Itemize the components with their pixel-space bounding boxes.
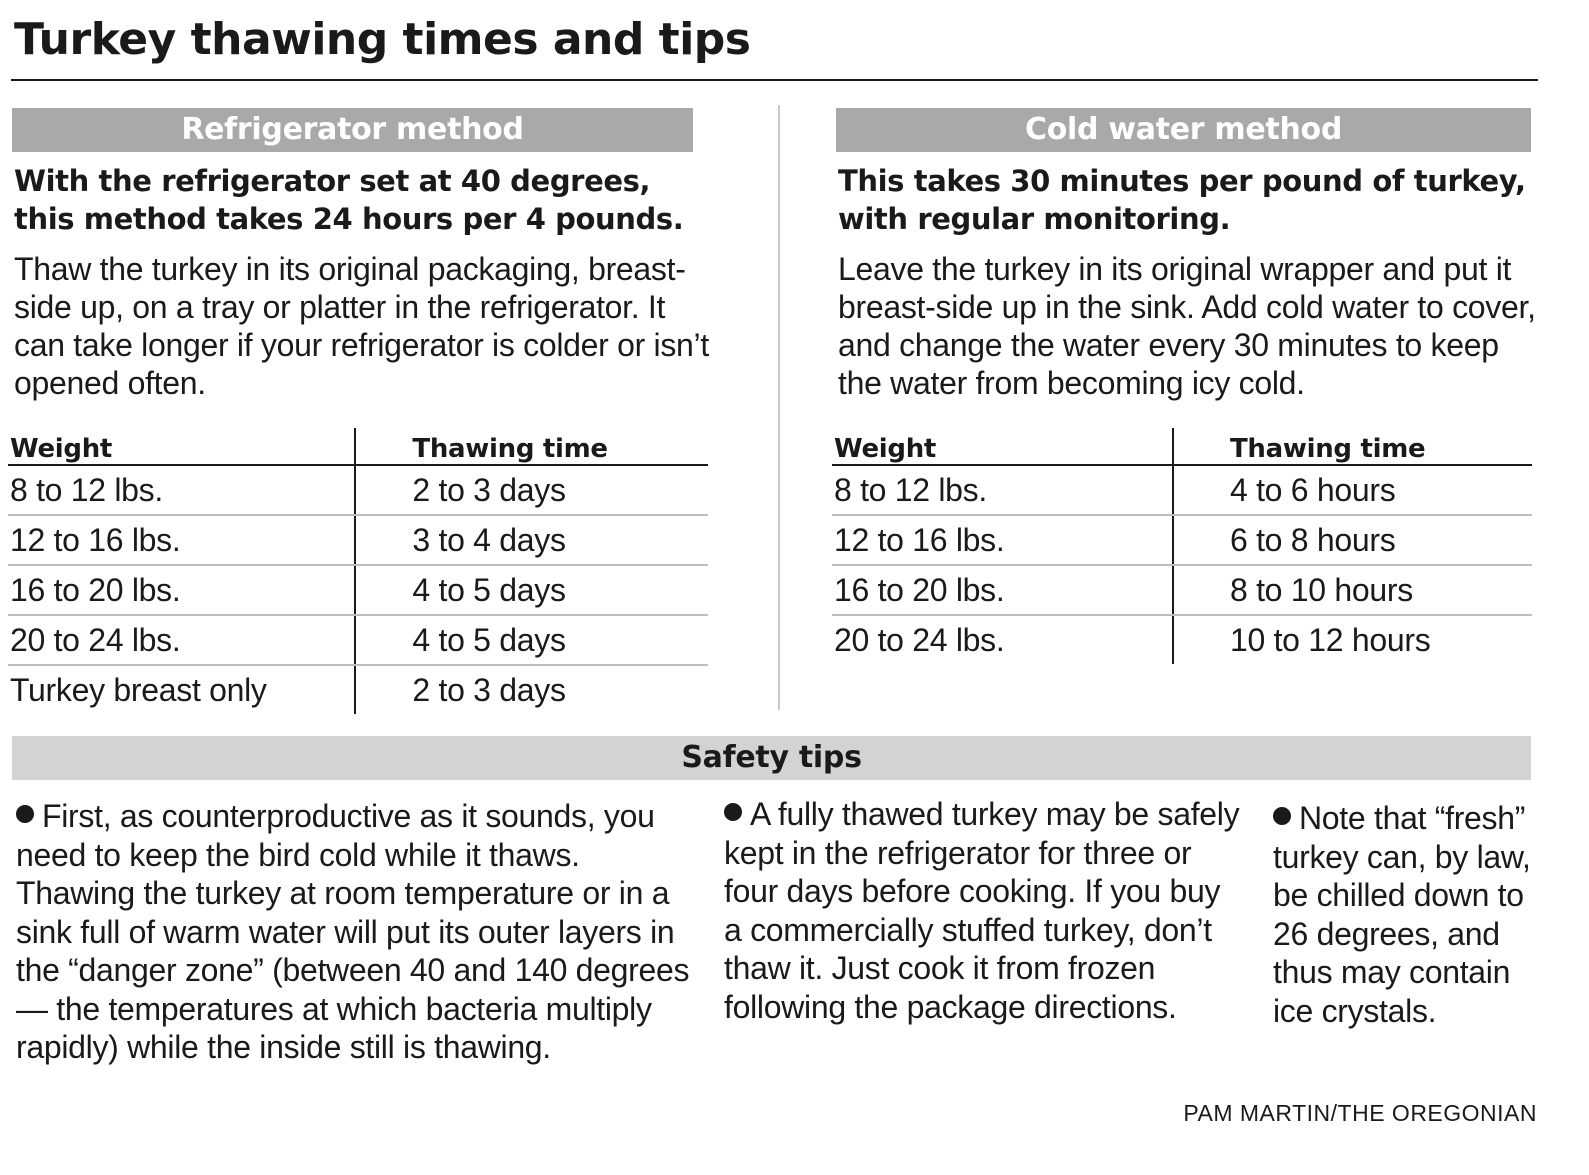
page-title: Turkey thawing times and tips <box>14 14 751 65</box>
refrigerator-method-section <box>10 108 712 708</box>
table-row <box>832 615 1532 664</box>
cold-water-table <box>832 428 1532 664</box>
thawing-time-cell: 4 to 5 days <box>355 565 708 615</box>
weight-cell: 12 to 16 lbs. <box>832 515 1173 565</box>
table-row <box>8 615 708 665</box>
thawing-time-cell: 3 to 4 days <box>355 515 708 565</box>
weight-header: Weight <box>8 428 355 465</box>
weight-cell: 8 to 12 lbs. <box>832 465 1173 515</box>
safety-tip-2 <box>724 795 1244 1026</box>
photo-credit: PAM MARTIN/THE OREGONIAN <box>1183 1100 1537 1126</box>
cold-water-body: Leave the turkey in its original wrapper and put it breast-side up in the sink. Add cold water to cover, and change the water every 30 minutes to keep the water from becoming icy cold. <box>838 251 1536 401</box>
table-row <box>832 515 1532 565</box>
table-row <box>832 565 1532 615</box>
table-row <box>832 465 1532 515</box>
table-row <box>8 665 708 714</box>
safety-tip-1 <box>16 797 696 1067</box>
table-row <box>8 465 708 515</box>
thawing-time-cell: 10 to 12 hours <box>1230 621 1431 658</box>
cold-water-banner: Cold water method <box>836 108 1531 152</box>
weight-header: Weight <box>832 428 1173 465</box>
thawing-time-header: Thawing time <box>1173 428 1532 465</box>
thawing-time-cell: 8 to 10 hours <box>1173 565 1532 615</box>
table-row <box>8 515 708 565</box>
thawing-time-header: Thawing time <box>355 428 708 465</box>
table-row <box>8 565 708 615</box>
bullet-icon <box>1273 807 1291 825</box>
weight-cell: 12 to 16 lbs. <box>8 515 355 565</box>
thawing-time-cell: 2 to 3 days <box>412 671 566 708</box>
weight-cell: 16 to 20 lbs. <box>8 565 355 615</box>
refrigerator-table <box>8 428 708 714</box>
refrigerator-banner: Refrigerator method <box>12 108 693 152</box>
safety-tips-banner: Safety tips <box>12 736 1531 780</box>
title-rule <box>11 79 1538 81</box>
bullet-icon <box>724 803 742 821</box>
thawing-time-cell: 6 to 8 hours <box>1173 515 1532 565</box>
thawing-time-cell: 2 to 3 days <box>355 465 708 515</box>
table-header-row <box>832 428 1532 465</box>
thawing-time-cell: 4 to 6 hours <box>1173 465 1532 515</box>
weight-cell: 8 to 12 lbs. <box>8 465 355 515</box>
cold-water-lead: This takes 30 minutes per pound of turkey, with regular monitoring. <box>838 164 1526 236</box>
refrigerator-lead: With the refrigerator set at 40 degrees, this method takes 24 hours per 4 pounds. <box>14 164 684 236</box>
safety-tip-text: A fully thawed turkey may be safely kept in the refrigerator for three or four days before cooking. If you buy a commercially stuffed turkey, don’t thaw it. Just cook it from frozen following the package directions. <box>724 796 1240 1025</box>
safety-tip-3 <box>1273 799 1543 1030</box>
weight-cell: Turkey breast only <box>8 665 355 714</box>
weight-cell: 20 to 24 lbs. <box>832 615 1173 664</box>
bullet-icon <box>16 805 34 823</box>
safety-tip-text: First, as counterproductive as it sounds, you need to keep the bird cold while it thaws. Thawing the turkey at room temperature or in a sink full of warm water will put its outer layers in the “danger zone” (between 40 and 140 degrees — the temperatures at which bacteria multiply rapidly) while the inside still is thawing. <box>16 798 690 1065</box>
table-header-row <box>8 428 708 465</box>
refrigerator-body: Thaw the turkey in its original packaging, breast-side up, on a tray or platter in the refrigerator. It can take longer if your refrigerator is colder or isn’t opened often. <box>14 251 709 401</box>
column-divider <box>778 105 780 710</box>
cold-water-method-section <box>834 108 1536 658</box>
weight-cell: 20 to 24 lbs. <box>8 615 355 665</box>
safety-tip-text: Note that “fresh” turkey can, by law, be chilled down to 26 degrees, and thus may contain ice crystals. <box>1273 800 1531 1029</box>
weight-cell: 16 to 20 lbs. <box>832 565 1173 615</box>
thawing-time-cell: 4 to 5 days <box>355 615 708 665</box>
